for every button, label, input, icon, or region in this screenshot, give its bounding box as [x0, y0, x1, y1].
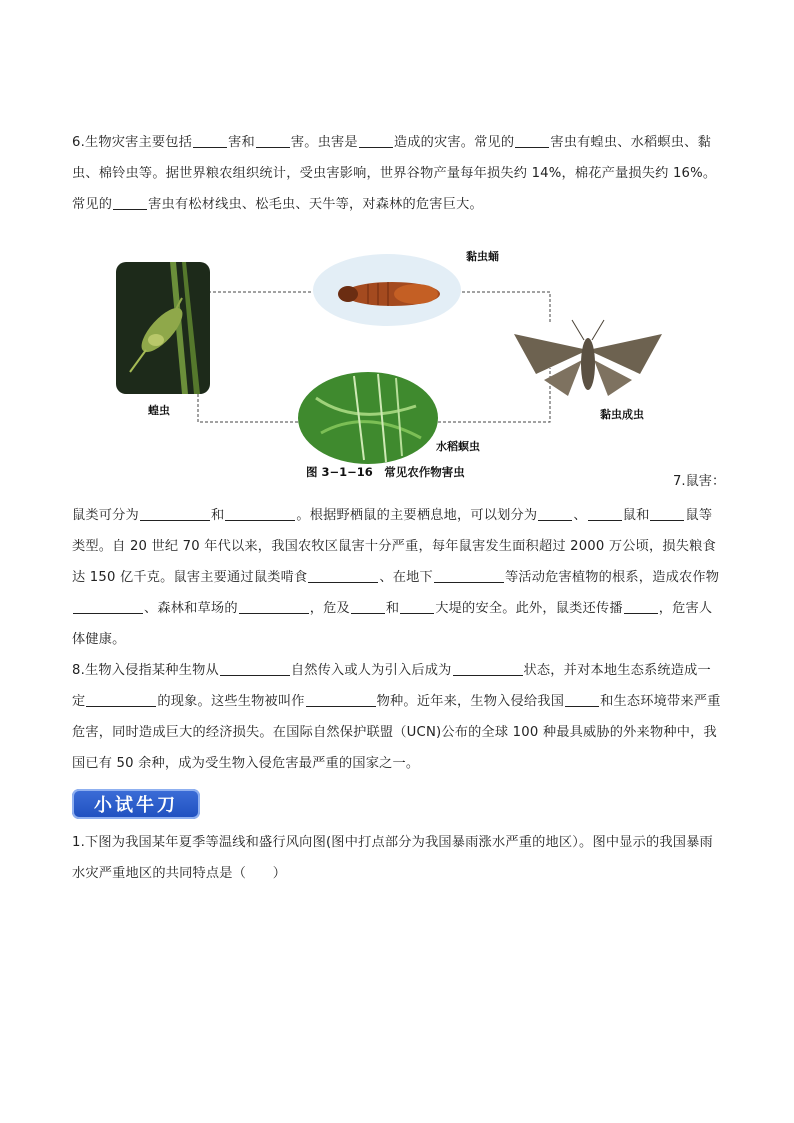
- answer-blank[interactable]: [140, 506, 210, 521]
- label-pupa: 黏虫蛹: [466, 250, 499, 263]
- pupa-photo: [313, 254, 461, 326]
- q8-text: 自然传入或人为引入后成为: [290, 663, 452, 678]
- q8-text: 的现象。这些生物被叫作: [157, 694, 305, 709]
- answer-blank[interactable]: [86, 692, 156, 707]
- answer-blank[interactable]: [565, 692, 599, 707]
- answer-blank[interactable]: [400, 599, 434, 614]
- answer-blank[interactable]: [624, 599, 658, 614]
- label-rice-borer: 水稻螟虫: [436, 440, 480, 453]
- exercise-1: 1.下图为我国某年夏季等温线和盛行风向图(图中打点部分为我国暴雨涨水严重的地区）。图中显示的我国暴雨水灾严重地区的共同特点是（ ）: [72, 835, 713, 881]
- locust-photo: [116, 262, 210, 394]
- pest-figure: [116, 248, 728, 488]
- q6-text: 害。虫害是: [290, 135, 358, 150]
- answer-blank[interactable]: [113, 195, 147, 210]
- q7-text: 鼠类可分为: [72, 508, 139, 523]
- q8-text: 和生态环境带来严重危害，同时造成巨大的经济损失。在国际自然保护联盟（UCN)公布的全球 100 种最具威胁的外来物种中，我国已有 50 余种，成为受生物入侵危害最严重的国家之一。: [72, 694, 721, 771]
- q7-text: 鼠等类型。自 20 世纪 70 年代以来，我国农牧区鼠害十分严重，每年鼠害发生面积超过 2000 万公顷，损失粮食达 150 亿千克。鼠害主要通过鼠类啃食: [72, 508, 716, 585]
- figure-caption: 图 3−1−16 常见农作物害虫: [306, 465, 465, 479]
- answer-blank[interactable]: [306, 692, 376, 707]
- answer-blank[interactable]: [359, 133, 393, 148]
- answer-blank[interactable]: [515, 133, 549, 148]
- figure-illustration: [116, 248, 728, 488]
- moth-photo: [514, 320, 662, 396]
- answer-blank[interactable]: [239, 599, 309, 614]
- answer-blank[interactable]: [453, 661, 523, 676]
- q6-text: 6.生物灾害主要包括: [72, 135, 193, 150]
- q7-text: 、在地下: [379, 570, 433, 585]
- answer-blank[interactable]: [193, 133, 227, 148]
- answer-blank[interactable]: [73, 599, 143, 614]
- answer-blank[interactable]: [434, 568, 504, 583]
- question-7: [72, 500, 724, 655]
- label-moth: 黏虫成虫: [600, 408, 644, 421]
- answer-blank[interactable]: [256, 133, 290, 148]
- answer-blank[interactable]: [351, 599, 385, 614]
- answer-blank[interactable]: [588, 506, 622, 521]
- rice-borer-photo: [298, 372, 438, 464]
- q7-text: 、: [573, 508, 587, 523]
- answer-blank[interactable]: [650, 506, 684, 521]
- q7-text: 大堤的安全。此外，鼠类还传播: [435, 601, 623, 616]
- q6-text: 害虫有松材线虫、松毛虫、天牛等，对森林的危害巨大。: [148, 197, 483, 212]
- q7-text: ，危及: [309, 601, 350, 616]
- q8-text: 8.生物入侵指某种生物从: [72, 663, 219, 678]
- question-6: [72, 127, 724, 220]
- question-8: [72, 655, 724, 779]
- q7-text: 等活动危害植物的根系，造成农作物: [504, 570, 720, 585]
- q8-text: 物种。近年来，生物入侵给我国: [376, 694, 565, 709]
- q7-text: 和: [210, 508, 225, 523]
- answer-blank[interactable]: [538, 506, 572, 521]
- answer-blank[interactable]: [220, 661, 290, 676]
- q8-text: 状态，并对本地生态系统造成一定: [72, 663, 711, 709]
- q7-text: 鼠和: [622, 508, 650, 523]
- answer-blank[interactable]: [308, 568, 378, 583]
- q7-text: 和: [385, 601, 400, 616]
- q7-text: ，危害人体健康。: [72, 601, 713, 647]
- answer-blank[interactable]: [225, 506, 295, 521]
- q6-text: 害虫有蝗虫、水稻螟虫、黏虫、棉铃虫等。据世界粮农组织统计，受虫害影响，世界谷物产量每年损失约 14%，棉花产量损失约 16%。常见的: [72, 135, 717, 212]
- section-badge: 小试牛刀: [72, 789, 200, 819]
- q6-text: 造成的灾害。常见的: [393, 135, 515, 150]
- q6-text: 害和: [228, 135, 255, 150]
- q7-heading: 7.鼠害：: [673, 474, 726, 489]
- q7-text: 、森林和草场的: [144, 601, 238, 616]
- q7-text: 。根据野栖鼠的主要栖息地，可以划分为: [296, 508, 538, 523]
- label-locust: 蝗虫: [148, 404, 170, 417]
